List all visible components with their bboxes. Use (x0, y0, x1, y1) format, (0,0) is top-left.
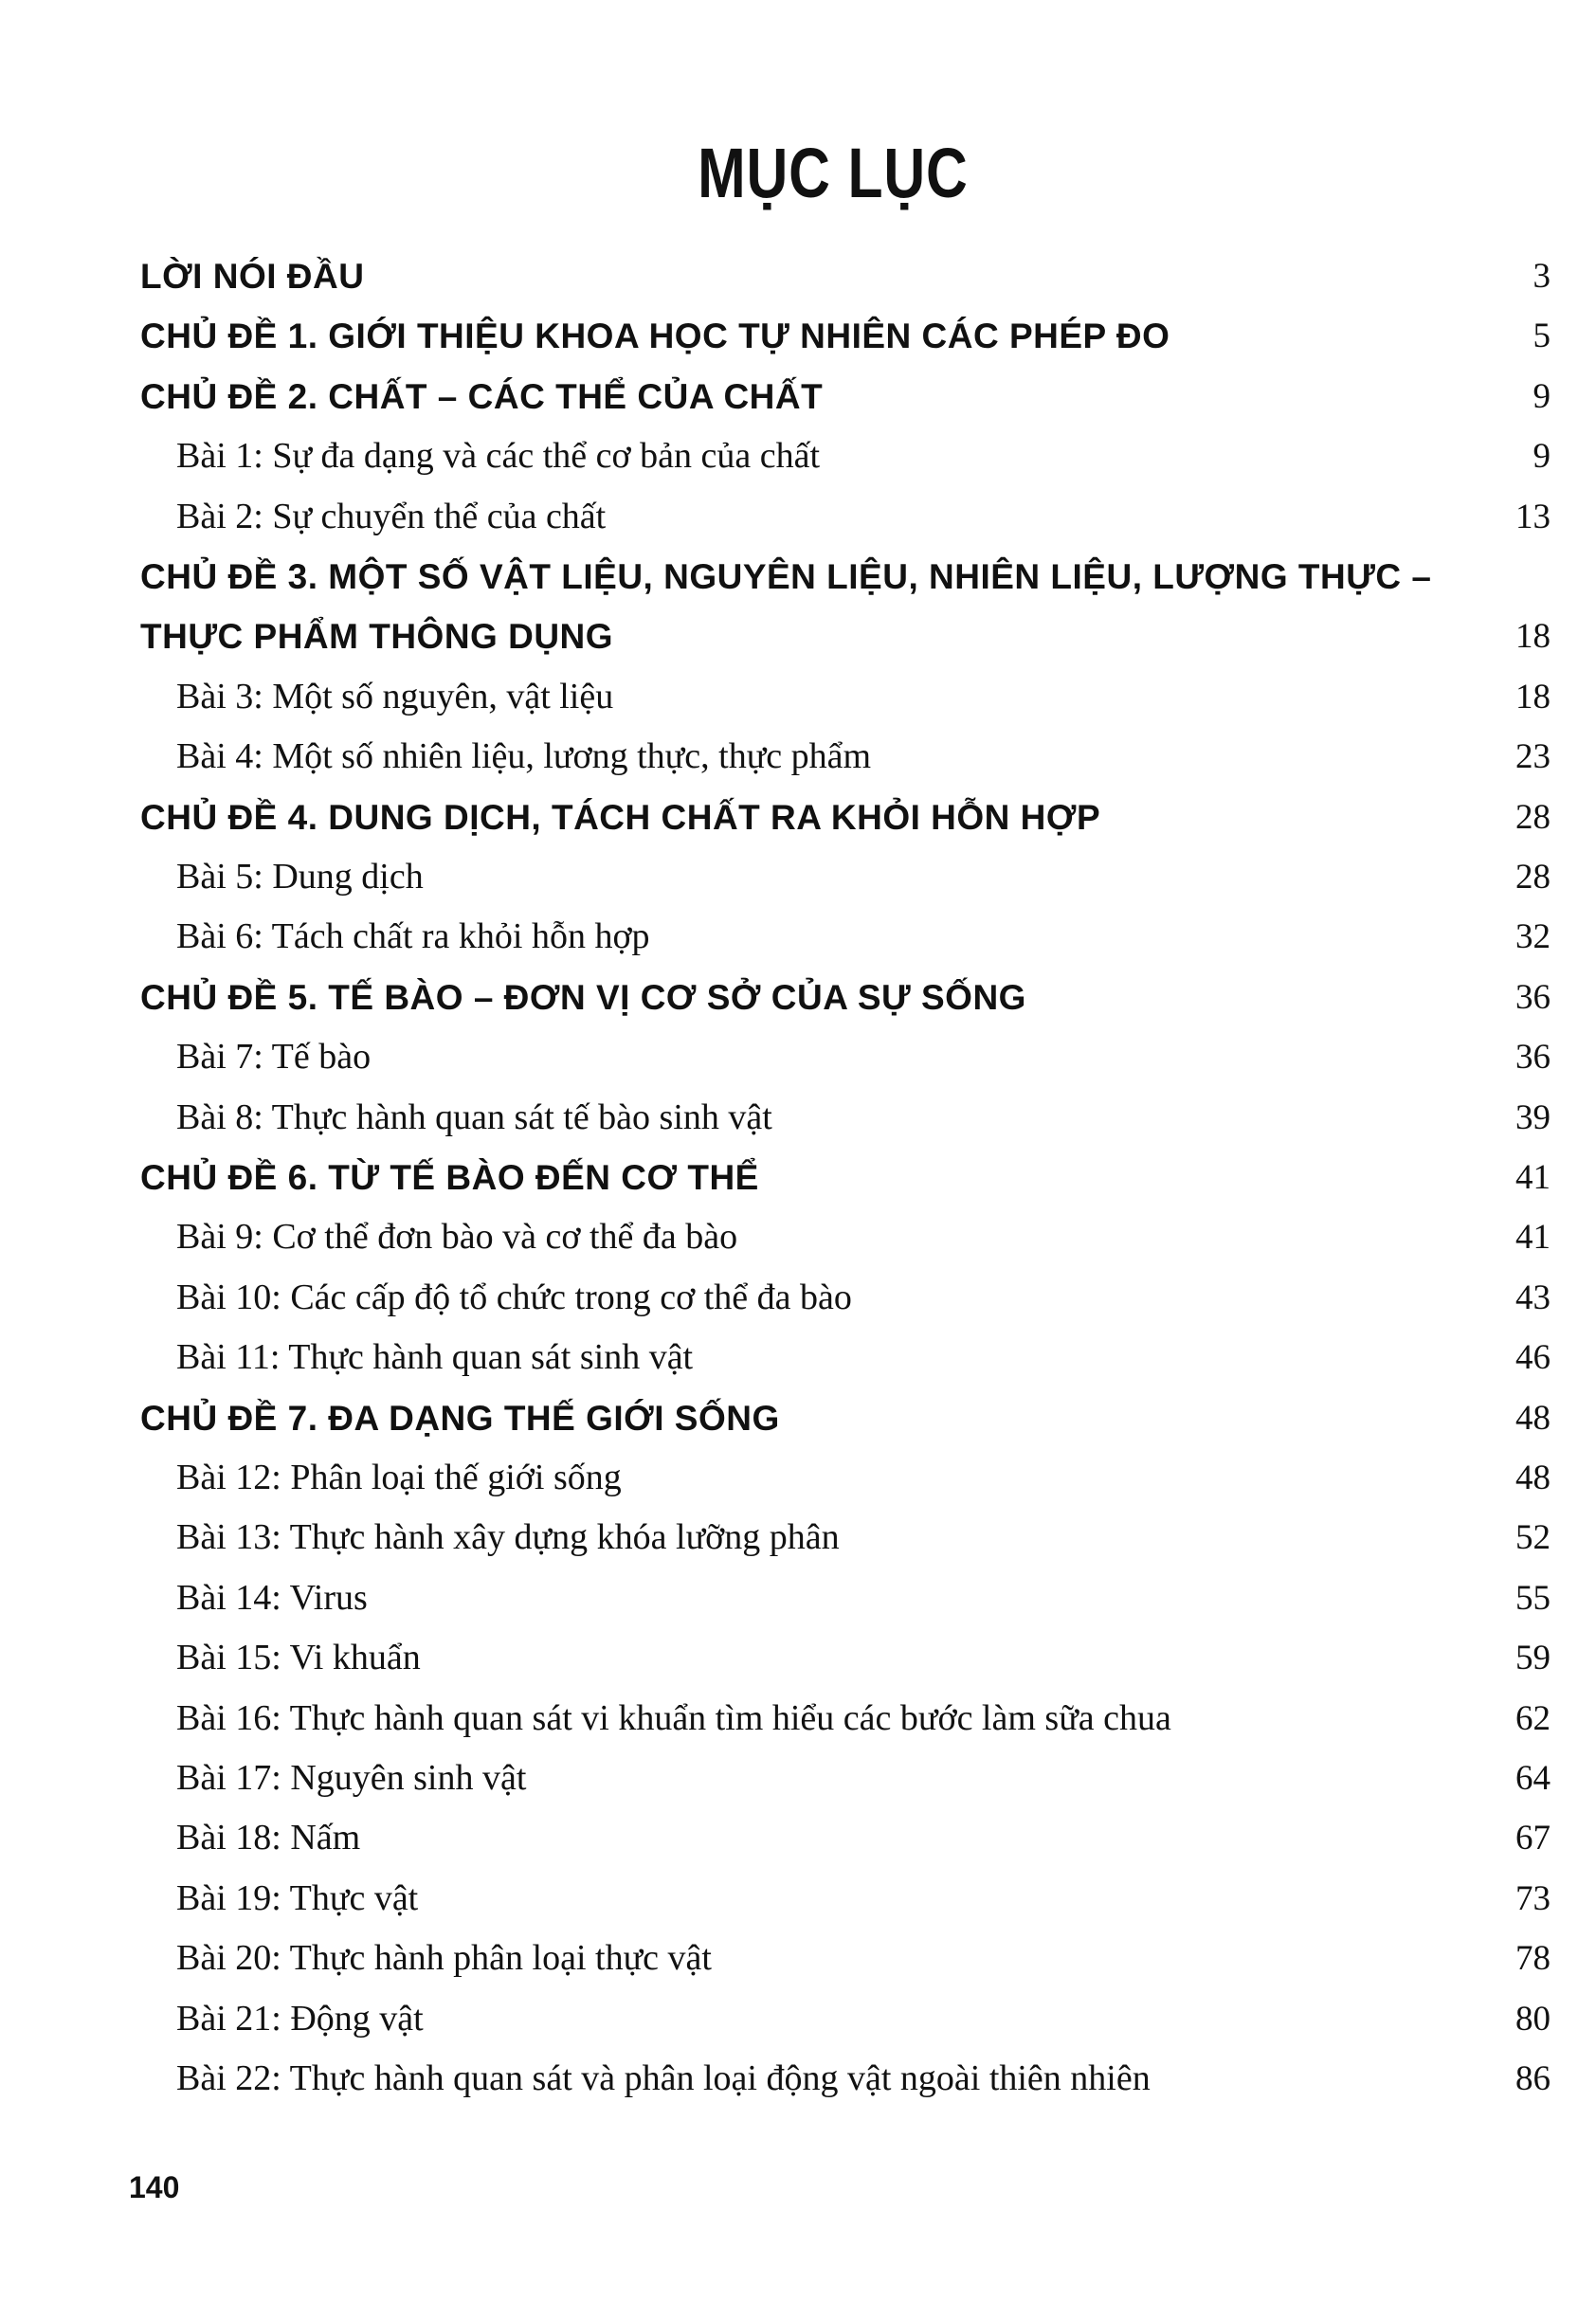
toc-topic-title: CHỦ ĐỀ 5. TẾ BÀO – ĐƠN VỊ CƠ SỞ CỦA SỰ SỐNG (140, 977, 1026, 1017)
toc-page-number: 32 (1515, 917, 1551, 957)
toc-page-number: 46 (1515, 1338, 1551, 1378)
toc-topic-row (140, 537, 1551, 594)
toc-page-number: 36 (1515, 977, 1551, 1017)
toc-page-number: 62 (1515, 1698, 1551, 1738)
toc-lesson-row (140, 1198, 1551, 1258)
toc-page-number: 43 (1515, 1278, 1551, 1317)
toc-page-number: 59 (1515, 1639, 1551, 1678)
toc-topic-row (140, 1138, 1551, 1195)
toc-topic-title: CHỦ ĐỀ 7. ĐA DẠNG THẾ GIỚI SỐNG (140, 1398, 780, 1438)
toc-topic-title: CHỦ ĐỀ 3. MỘT SỐ VẬT LIỆU, NGUYÊN LIỆU, NHIÊN LIỆU, LƯỢNG THỰC – (140, 557, 1432, 596)
toc-lesson-row (140, 1980, 1551, 2037)
toc-lesson-title: Bài 10: Các cấp độ tổ chức trong cơ thể đa bào (176, 1277, 852, 1317)
toc-lesson-row (140, 1859, 1551, 1916)
toc-page-number: 13 (1515, 497, 1551, 536)
toc-page-number: 78 (1515, 1939, 1551, 1979)
toc-topic-row (140, 1379, 1551, 1436)
toc-lesson-title: Bài 5: Dung dịch (176, 857, 424, 897)
toc-page-number: 28 (1515, 858, 1551, 897)
toc-topic-row (140, 597, 1551, 657)
toc-topic-title: CHỦ ĐỀ 1. GIỚI THIỆU KHOA HỌC TỰ NHIÊN CÁC PHÉP ĐO (140, 317, 1170, 356)
toc-page-number: 48 (1515, 1398, 1551, 1438)
toc-page-number: 64 (1515, 1759, 1551, 1798)
toc-page-number: 48 (1515, 1459, 1551, 1497)
toc-page-number: 23 (1515, 737, 1551, 777)
toc-lesson-row (140, 1078, 1551, 1135)
toc-lesson-title: Bài 9: Cơ thể đơn bào và cơ thể đa bào (176, 1217, 738, 1258)
toc-topic-row (140, 778, 1551, 835)
toc-lesson-row (140, 1259, 1551, 1315)
toc-lesson-title: Bài 4: Một số nhiên liệu, lương thực, thực phẩm (176, 736, 872, 777)
toc-page-number: 86 (1515, 2059, 1551, 2098)
toc-lesson-row (140, 417, 1551, 477)
toc-lesson-title: Bài 16: Thực hành quan sát vi khuẩn tìm hiểu các bước làm sữa chua (176, 1697, 1171, 1738)
toc-page-number: 18 (1515, 677, 1551, 716)
toc-lesson-row (140, 897, 1551, 957)
toc-lesson-title: Bài 22: Thực hành quan sát và phân loại động vật ngoài thiên nhiên (176, 2058, 1151, 2098)
toc-lesson-row (140, 658, 1551, 715)
toc-page-number: 5 (1533, 317, 1551, 356)
toc-topic-row (140, 297, 1551, 356)
toc-page-number: 73 (1515, 1878, 1551, 1918)
toc-lesson-title: Bài 3: Một số nguyên, vật liệu (176, 676, 614, 716)
toc-lesson-title: Bài 17: Nguyên sinh vật (176, 1758, 527, 1798)
toc-topic-title: LỜI NÓI ĐẦU (140, 257, 365, 296)
toc-lesson-row (140, 1799, 1551, 1856)
toc-lesson-row (140, 1619, 1551, 1676)
toc-lesson-row (140, 1919, 1551, 1979)
toc-lesson-row (140, 1559, 1551, 1616)
toc-topic-title: CHỦ ĐỀ 4. DUNG DỊCH, TÁCH CHẤT RA KHỎI HỖN HỢP (140, 797, 1101, 837)
toc-lesson-title: Bài 11: Thực hành quan sát sinh vật (176, 1337, 694, 1378)
toc-lesson-title: Bài 18: Nấm (176, 1818, 361, 1858)
toc-page-number: 67 (1515, 1819, 1551, 1858)
toc-page-number: 39 (1515, 1097, 1551, 1137)
toc-page-number: 41 (1515, 1158, 1551, 1197)
page-title: MỤC LỤC (698, 134, 969, 212)
toc-lesson-row (140, 1318, 1551, 1378)
toc-lesson-row (140, 1739, 1551, 1796)
toc-lesson-title: Bài 13: Thực hành xây dựng khóa lưỡng phân (176, 1517, 840, 1558)
toc-page-number: 9 (1533, 376, 1551, 416)
toc-lesson-title: Bài 7: Tế bào (176, 1037, 372, 1078)
footer-page-number: 140 (129, 2170, 180, 2204)
toc-topic-row (140, 237, 1551, 294)
toc-lesson-title: Bài 20: Thực hành phân loại thực vật (176, 1938, 712, 1979)
toc-topic-row (140, 357, 1551, 414)
toc-page-number: 9 (1533, 437, 1551, 477)
toc-lesson-title: Bài 15: Vi khuẩn (176, 1638, 421, 1678)
toc-topic-title: THỰC PHẨM THÔNG DỤNG (140, 617, 614, 657)
toc-lesson-title: Bài 8: Thực hành quan sát tế bào sinh vật (176, 1097, 772, 1137)
toc-lesson-row (140, 1439, 1551, 1495)
toc-lesson-row (140, 1018, 1551, 1078)
toc-page-number: 28 (1515, 797, 1551, 837)
toc-lesson-row (140, 478, 1551, 535)
toc-page-number: 3 (1533, 257, 1551, 296)
toc-lesson-row (140, 717, 1551, 777)
toc-lesson-row (140, 1679, 1551, 1736)
toc-page-number: 80 (1515, 1999, 1551, 2039)
toc-lesson-title: Bài 2: Sự chuyển thể của chất (176, 496, 607, 536)
toc-page-number: 18 (1515, 617, 1551, 657)
toc-page-number: 52 (1515, 1518, 1551, 1558)
toc-page-number: 41 (1515, 1218, 1551, 1258)
toc-lesson-title: Bài 14: Virus (176, 1577, 368, 1618)
toc-page-number: 55 (1515, 1578, 1551, 1618)
toc-lesson-title: Bài 6: Tách chất ra khỏi hỗn hợp (176, 916, 650, 957)
toc-lesson-row (140, 838, 1551, 895)
toc-topic-title: CHỦ ĐỀ 6. TỪ TẾ BÀO ĐẾN CƠ THỂ (140, 1158, 759, 1197)
toc-lesson-row (140, 2039, 1551, 2096)
toc-topic-title: CHỦ ĐỀ 2. CHẤT – CÁC THỂ CỦA CHẤT (140, 376, 824, 416)
toc-lesson-row (140, 1498, 1551, 1558)
toc-lesson-title: Bài 12: Phân loại thế giới sống (176, 1458, 622, 1497)
toc-page-number: 36 (1515, 1038, 1551, 1078)
toc-topic-row (140, 958, 1551, 1015)
toc-lesson-title: Bài 21: Động vật (176, 1998, 424, 2039)
toc-lesson-title: Bài 1: Sự đa dạng và các thể cơ bản của chất (176, 436, 821, 477)
toc-lesson-title: Bài 19: Thực vật (176, 1877, 419, 1918)
